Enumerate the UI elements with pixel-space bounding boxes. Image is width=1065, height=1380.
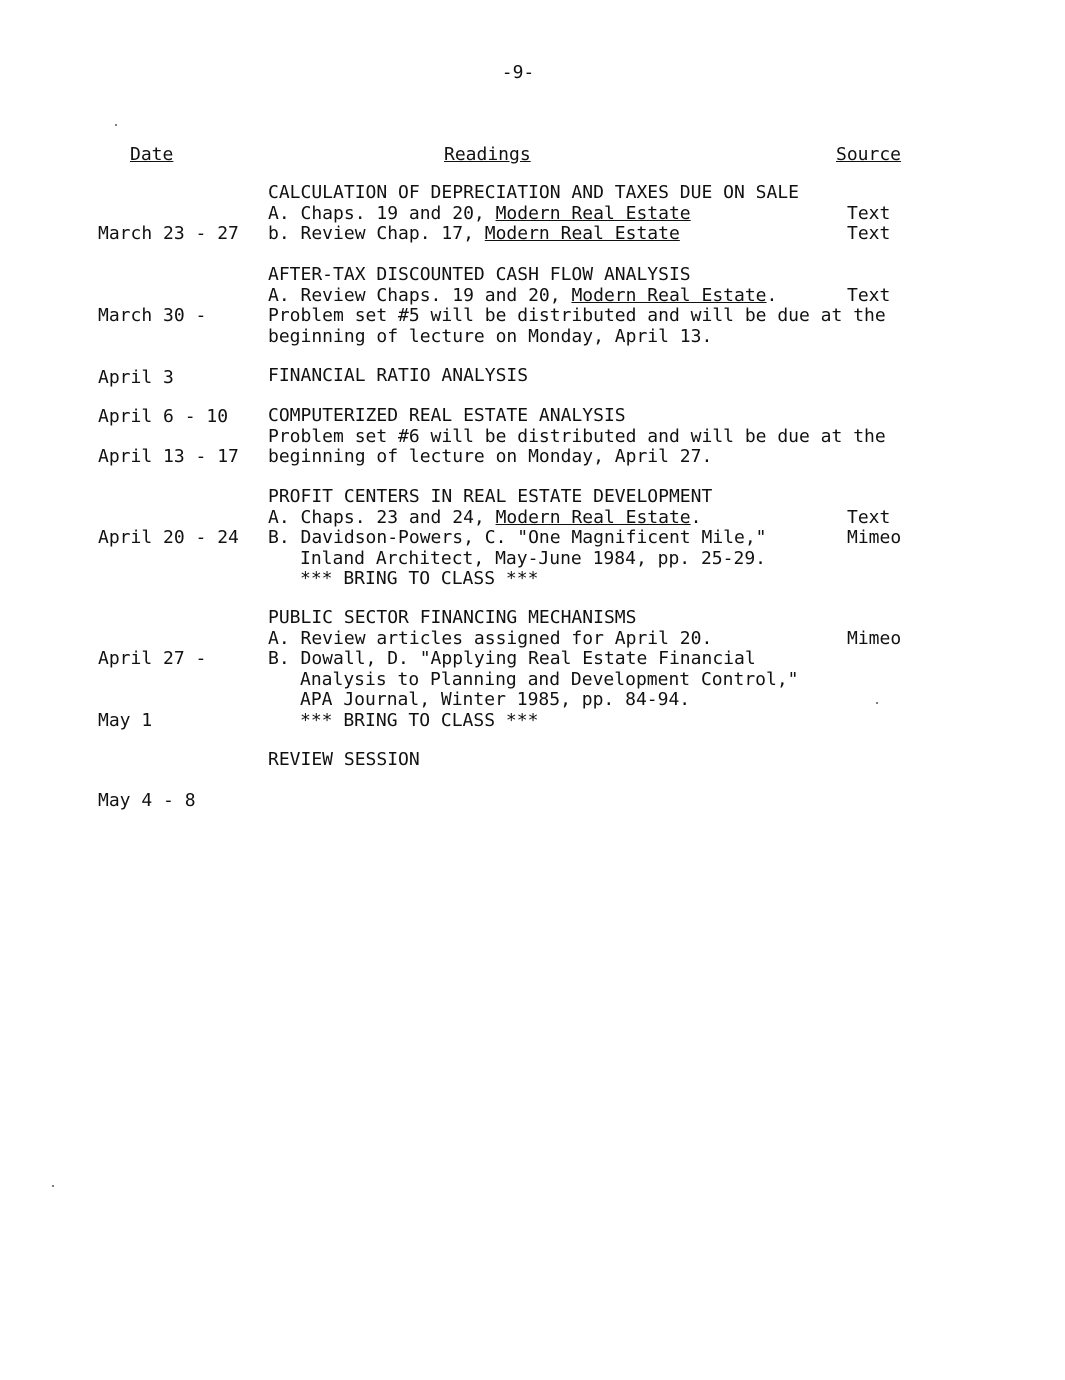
reading-continuation: Inland Architect, May-June 1984, pp. 25-29. bbox=[300, 547, 766, 569]
date-line: April 20 - 24 bbox=[98, 527, 239, 548]
reading-continuation: *** BRING TO CLASS *** bbox=[300, 568, 539, 589]
reading-text: A. Chaps. 23 and 24, bbox=[268, 506, 496, 528]
source-label: Text bbox=[847, 202, 891, 224]
reading-suffix: . bbox=[766, 284, 778, 306]
reading-item bbox=[268, 286, 868, 307]
book-title: Modern Real Estate bbox=[571, 284, 767, 306]
reading-text: A. Review Chaps. 19 and 20, bbox=[268, 284, 572, 306]
date-line: April 6 - 10 bbox=[98, 406, 229, 427]
date-line: May 4 - 8 bbox=[98, 790, 196, 811]
row-readings bbox=[268, 405, 886, 468]
row-readings bbox=[268, 750, 868, 771]
row-date bbox=[98, 750, 196, 853]
date-line: April 3 bbox=[98, 366, 174, 388]
book-title: Modern Real Estate bbox=[495, 202, 691, 224]
scan-speck bbox=[876, 702, 878, 704]
row-date bbox=[98, 608, 206, 772]
reading-continuation: APA Journal, Winter 1985, pp. 84-94. bbox=[300, 689, 691, 710]
reading-item: B. Dowall, D. "Applying Real Estate Financial bbox=[268, 648, 756, 669]
reading-item: B. Davidson-Powers, C. "One Magnificent Mile," bbox=[268, 527, 767, 548]
note-line: beginning of lecture on Monday, April 27. bbox=[268, 446, 713, 467]
topic-title: COMPUTERIZED REAL ESTATE ANALYSIS bbox=[268, 405, 626, 426]
row-readings bbox=[268, 487, 868, 590]
book-title: Modern Real Estate bbox=[495, 506, 691, 528]
reading-suffix: . bbox=[690, 506, 702, 528]
reading-item bbox=[268, 508, 868, 529]
row-readings bbox=[268, 608, 868, 731]
date-line: May 1 bbox=[98, 709, 153, 731]
source-label: Mimeo bbox=[847, 527, 902, 548]
header-source: Source bbox=[836, 144, 902, 165]
topic-title: AFTER-TAX DISCOUNTED CASH FLOW ANALYSIS bbox=[268, 264, 691, 285]
row-date bbox=[98, 487, 239, 590]
source-label: Text bbox=[847, 223, 891, 244]
date-line: April 27 - bbox=[98, 648, 207, 669]
note-line: Problem set #6 will be distributed and will be due at the bbox=[268, 425, 886, 447]
topic-title: FINANCIAL RATIO ANALYSIS bbox=[268, 365, 529, 386]
reading-continuation: *** BRING TO CLASS *** bbox=[300, 709, 539, 731]
date-line: March 30 - bbox=[98, 305, 207, 326]
scan-speck bbox=[115, 124, 117, 126]
reading-item bbox=[268, 224, 868, 245]
source-label: Text bbox=[847, 284, 891, 306]
page-number: -9- bbox=[501, 62, 535, 83]
reading-continuation: Analysis to Planning and Development Control," bbox=[300, 668, 799, 690]
reading-item: A. Review articles assigned for April 20. bbox=[268, 627, 713, 649]
topic-title: REVIEW SESSION bbox=[268, 749, 420, 770]
source-label: Mimeo bbox=[847, 627, 902, 649]
date-line: April 13 - 17 bbox=[98, 446, 239, 467]
row-readings bbox=[268, 183, 868, 245]
header-readings: Readings bbox=[444, 144, 531, 165]
row-readings bbox=[268, 366, 868, 387]
topic-title: PROFIT CENTERS IN REAL ESTATE DEVELOPMENT bbox=[268, 486, 713, 507]
topic-title: PUBLIC SECTOR FINANCING MECHANISMS bbox=[268, 607, 637, 628]
topic-title: CALCULATION OF DEPRECIATION AND TAXES DUE ON SALE bbox=[268, 182, 800, 203]
reading-item bbox=[268, 204, 868, 225]
reading-text: b. Review Chap. 17, bbox=[268, 223, 485, 244]
book-title: Modern Real Estate bbox=[484, 223, 680, 244]
header-date: Date bbox=[130, 144, 174, 165]
scan-speck bbox=[52, 1185, 54, 1187]
reading-text: A. Chaps. 19 and 20, bbox=[268, 202, 496, 224]
date-line: March 23 - 27 bbox=[98, 223, 239, 244]
note-line: Problem set #5 will be distributed and will be due at the bbox=[268, 305, 886, 326]
source-label: Text bbox=[847, 506, 891, 528]
note-line: beginning of lecture on Monday, April 13. bbox=[268, 325, 713, 347]
